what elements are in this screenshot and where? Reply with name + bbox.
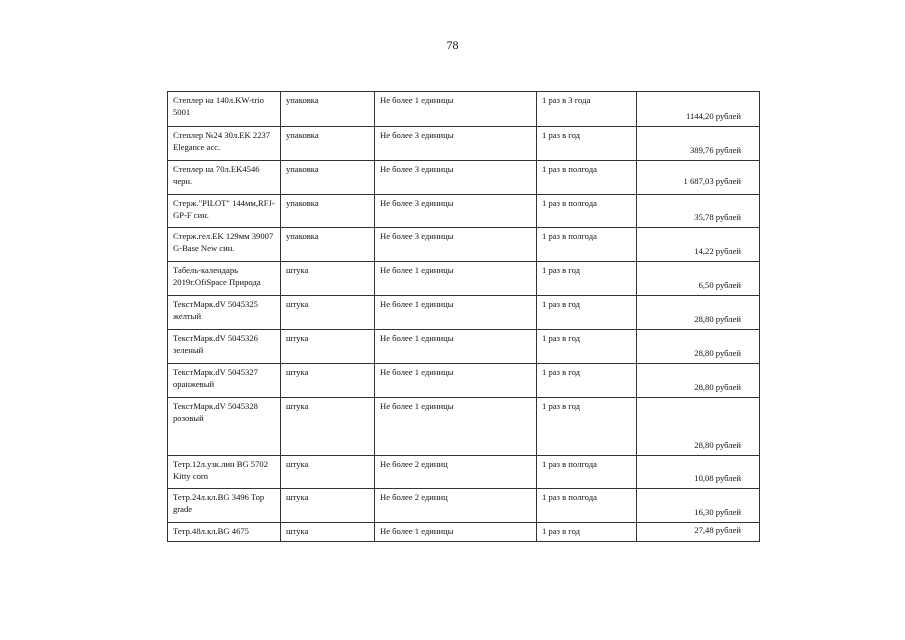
item-name-cell: ТекстМарк.dV 5045328 розовый [168, 398, 281, 456]
frequency-cell: 1 раз в год [537, 523, 637, 542]
frequency-cell: 1 раз в полгода [537, 195, 637, 228]
price-cell: 14,22 рублей [637, 228, 760, 262]
table-row [168, 456, 760, 489]
frequency-cell: 1 раз в год [537, 330, 637, 364]
unit-cell: штука [281, 489, 375, 523]
unit-cell: штука [281, 262, 375, 296]
table-row [168, 296, 760, 330]
frequency-cell: 1 раз в 3 года [537, 92, 637, 127]
quantity-cell: Не более 2 единиц [375, 489, 537, 523]
table-row [168, 330, 760, 364]
frequency-cell: 1 раз в год [537, 364, 637, 398]
price-cell: 16,30 рублей [637, 489, 760, 523]
item-name-cell: Табель-календарь 2019г.OfiSpace Природа [168, 262, 281, 296]
item-name-cell: Тетр.24л.кл.BG 3496 Top grade [168, 489, 281, 523]
table-row [168, 228, 760, 262]
unit-cell: штука [281, 456, 375, 489]
frequency-cell: 1 раз в год [537, 398, 637, 456]
unit-cell: упаковка [281, 92, 375, 127]
table-row [168, 127, 760, 161]
table-row [168, 161, 760, 195]
unit-cell: штука [281, 523, 375, 542]
item-name-cell: ТекстМарк.dV 5045325 желтый [168, 296, 281, 330]
quantity-cell: Не более 1 единицы [375, 262, 537, 296]
frequency-cell: 1 раз в полгода [537, 456, 637, 489]
unit-cell: упаковка [281, 127, 375, 161]
price-cell: 27,48 рублей [637, 523, 760, 542]
price-cell: 28,80 рублей [637, 296, 760, 330]
table-row [168, 262, 760, 296]
quantity-cell: Не более 1 единицы [375, 364, 537, 398]
supply-norms-table [167, 91, 760, 542]
frequency-cell: 1 раз в полгода [537, 489, 637, 523]
price-cell: 35,78 рублей [637, 195, 760, 228]
item-name-cell: Тетр.48л.кл.BG 4675 [168, 523, 281, 542]
item-name-cell: Стерж."PILOT" 144мм,RFJ-GP-F син. [168, 195, 281, 228]
frequency-cell: 1 раз в год [537, 127, 637, 161]
item-name-cell: Степлер на 140л.KW-trio 5001 [168, 92, 281, 127]
unit-cell: упаковка [281, 228, 375, 262]
unit-cell: штука [281, 330, 375, 364]
item-name-cell: Степлер на 70л.EK4546 черн. [168, 161, 281, 195]
table-row [168, 195, 760, 228]
price-cell: 389,76 рублей [637, 127, 760, 161]
price-cell: 1 687,03 рублей [637, 161, 760, 195]
page-number: 78 [446, 38, 459, 52]
frequency-cell: 1 раз в полгода [537, 228, 637, 262]
quantity-cell: Не более 1 единицы [375, 296, 537, 330]
price-cell: 28,80 рублей [637, 364, 760, 398]
unit-cell: штука [281, 296, 375, 330]
unit-cell: упаковка [281, 195, 375, 228]
quantity-cell: Не более 1 единицы [375, 398, 537, 456]
price-cell: 28,80 рублей [637, 330, 760, 364]
quantity-cell: Не более 3 единицы [375, 228, 537, 262]
price-cell: 28,80 рублей [637, 398, 760, 456]
quantity-cell: Не более 1 единицы [375, 523, 537, 542]
quantity-cell: Не более 3 единицы [375, 127, 537, 161]
table-row [168, 523, 760, 542]
price-cell: 1144,20 рублей [637, 92, 760, 127]
quantity-cell: Не более 2 единиц [375, 456, 537, 489]
quantity-cell: Не более 1 единицы [375, 330, 537, 364]
item-name-cell: Стерж.гел.EK 129мм 39007 G-Base New син. [168, 228, 281, 262]
unit-cell: штука [281, 398, 375, 456]
frequency-cell: 1 раз в полгода [537, 161, 637, 195]
item-name-cell: Степлер №24 30л.EK 2237 Elegance асс. [168, 127, 281, 161]
table-row [168, 489, 760, 523]
price-cell: 10,08 рублей [637, 456, 760, 489]
frequency-cell: 1 раз в год [537, 262, 637, 296]
price-cell: 6,50 рублей [637, 262, 760, 296]
quantity-cell: Не более 3 единицы [375, 195, 537, 228]
table-row [168, 398, 760, 456]
quantity-cell: Не более 3 единицы [375, 161, 537, 195]
item-name-cell: ТекстМарк.dV 5045326 зеленый [168, 330, 281, 364]
item-name-cell: ТекстМарк.dV 5045327 оранжевый [168, 364, 281, 398]
item-name-cell: Тетр.12л.узк.лин BG 5702 Kitty corn [168, 456, 281, 489]
frequency-cell: 1 раз в год [537, 296, 637, 330]
table-row [168, 364, 760, 398]
unit-cell: штука [281, 364, 375, 398]
quantity-cell: Не более 1 единицы [375, 92, 537, 127]
unit-cell: упаковка [281, 161, 375, 195]
table-row [168, 92, 760, 127]
